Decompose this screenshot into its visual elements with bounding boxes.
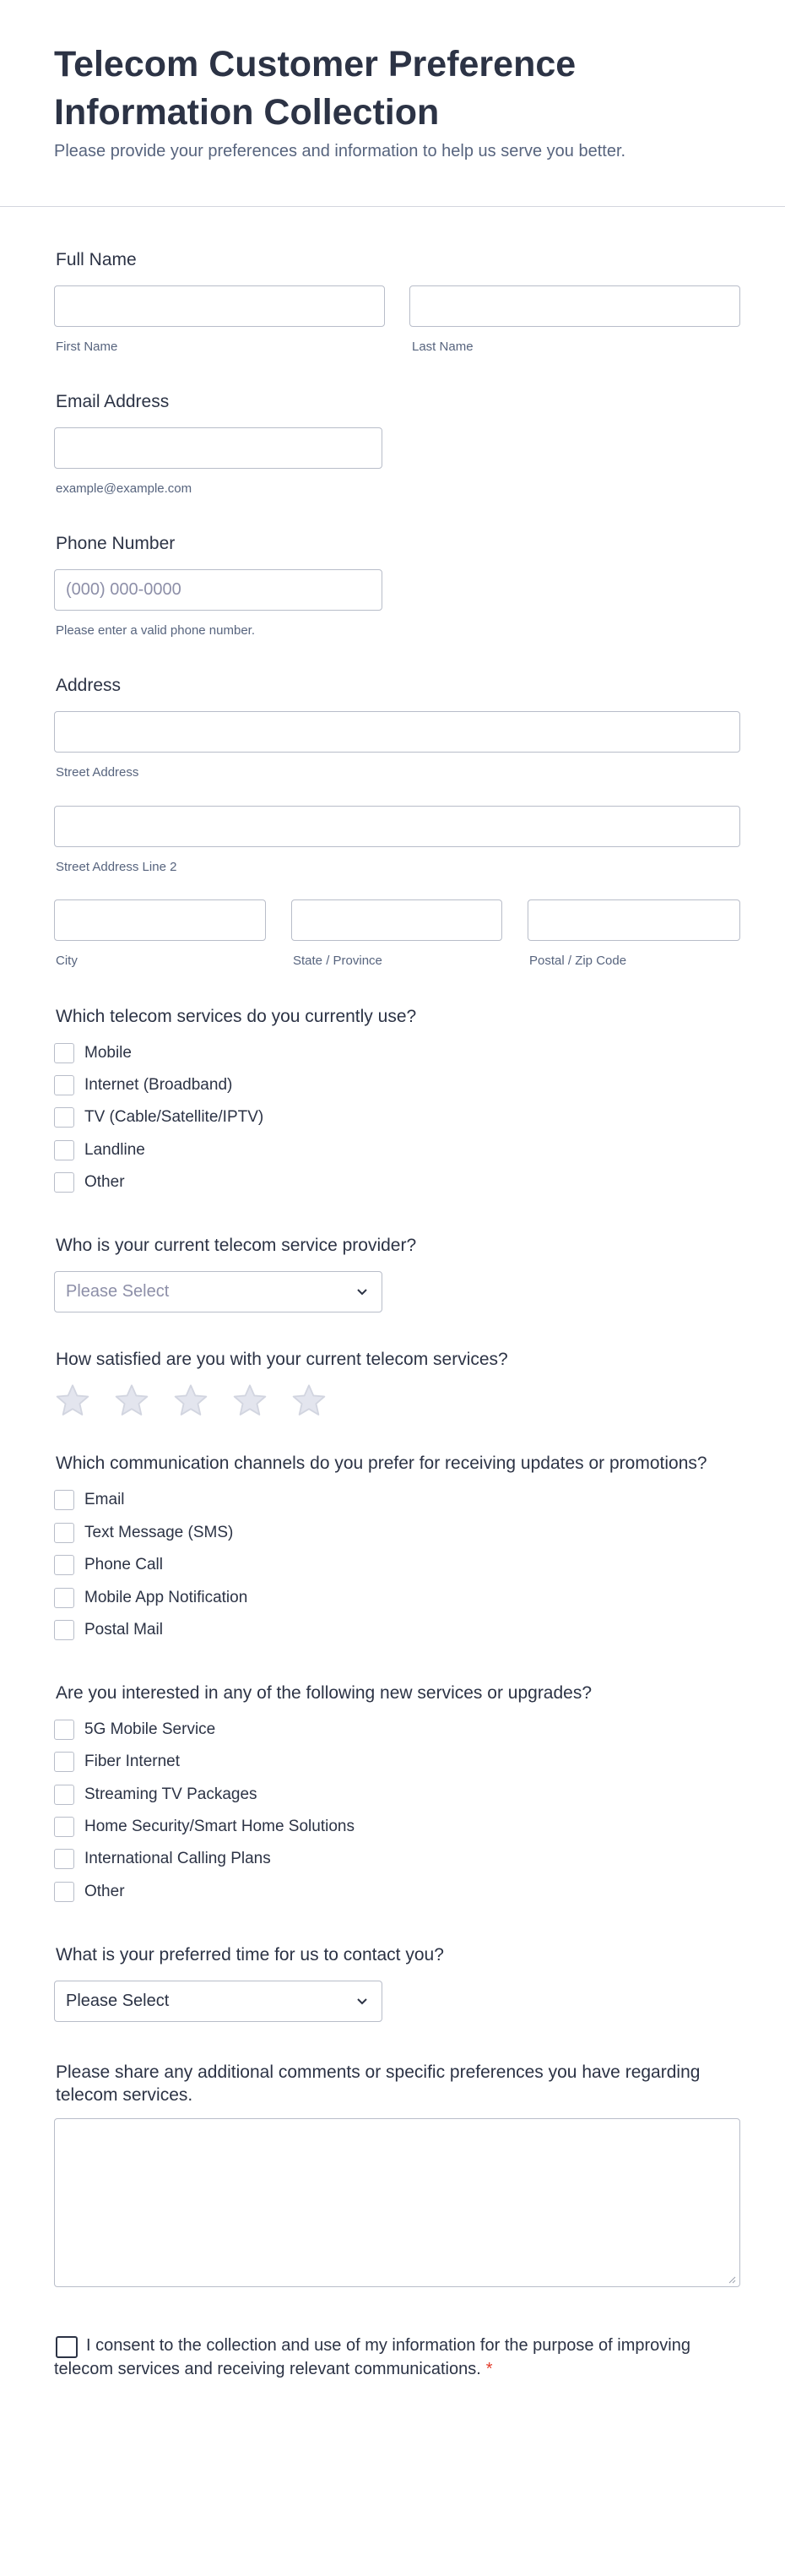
contact-time-label: What is your preferred time for us to contact you?	[56, 1945, 444, 1965]
option-label: Phone Call	[84, 1556, 163, 1573]
option-label: Landline	[84, 1141, 145, 1159]
option-label: Email	[84, 1491, 125, 1508]
checkbox[interactable]	[54, 1752, 74, 1772]
option-label: TV (Cable/Satellite/IPTV)	[84, 1108, 264, 1126]
email-input[interactable]	[54, 427, 382, 469]
email-sublabel: example@example.com	[56, 481, 192, 496]
checkbox[interactable]	[54, 1140, 74, 1160]
services-option-internet[interactable]	[54, 1073, 232, 1097]
city-sublabel: City	[56, 954, 78, 968]
street-address-input[interactable]	[54, 711, 740, 753]
checkbox[interactable]	[54, 1817, 74, 1837]
channels-option-sms[interactable]	[54, 1521, 233, 1545]
upgrades-option-other[interactable]	[54, 1880, 125, 1904]
upgrades-option-streaming-tv[interactable]	[54, 1783, 257, 1807]
first-name-input[interactable]	[54, 285, 385, 327]
star-icon[interactable]	[172, 1383, 209, 1420]
state-sublabel: State / Province	[293, 954, 382, 968]
channels-option-email[interactable]	[54, 1488, 125, 1512]
phone-input[interactable]	[54, 569, 382, 611]
checkbox[interactable]	[54, 1075, 74, 1095]
checkbox[interactable]	[54, 1043, 74, 1063]
star-icon[interactable]	[113, 1383, 150, 1420]
upgrades-label: Are you interested in any of the following new services or upgrades?	[56, 1683, 593, 1703]
upgrades-option-home-security[interactable]	[54, 1815, 355, 1839]
option-label: Fiber Internet	[84, 1753, 180, 1770]
star-icon[interactable]	[54, 1383, 91, 1420]
option-label: Mobile App Notification	[84, 1589, 248, 1606]
city-input[interactable]	[54, 899, 266, 941]
services-option-other[interactable]	[54, 1171, 125, 1194]
checkbox[interactable]	[54, 1720, 74, 1740]
header-divider	[0, 206, 785, 207]
provider-select[interactable]	[54, 1271, 382, 1312]
zip-sublabel: Postal / Zip Code	[529, 954, 627, 968]
street-address-line2-input[interactable]	[54, 806, 740, 847]
chevron-down-icon	[354, 1284, 371, 1301]
zip-input[interactable]	[528, 899, 740, 941]
channels-option-app-notification[interactable]	[54, 1586, 247, 1610]
checkbox[interactable]	[54, 1588, 74, 1608]
satisfaction-label: How satisfied are you with your current telecom services?	[56, 1350, 508, 1369]
checkbox[interactable]	[54, 1172, 74, 1193]
phone-sublabel: Please enter a valid phone number.	[56, 623, 255, 638]
option-label: International Calling Plans	[84, 1850, 271, 1867]
star-rating	[54, 1383, 349, 1420]
checkbox[interactable]	[54, 1620, 74, 1640]
star-icon[interactable]	[290, 1383, 328, 1420]
state-input[interactable]	[291, 899, 502, 941]
upgrades-option-5g[interactable]	[54, 1718, 215, 1742]
first-name-sublabel: First Name	[56, 340, 118, 354]
services-option-mobile[interactable]	[54, 1041, 132, 1065]
page-subtitle: Please provide your preferences and information to help us serve you better.	[54, 142, 626, 160]
contact-time-select-value: Please Select	[66, 1992, 170, 2010]
checkbox[interactable]	[54, 1107, 74, 1128]
option-label: Other	[84, 1173, 125, 1191]
option-label: Streaming TV Packages	[84, 1785, 257, 1803]
page-title: Telecom Customer Preference Information Collection	[54, 44, 577, 133]
address-label: Address	[56, 676, 122, 695]
last-name-input[interactable]	[409, 285, 740, 327]
channels-label: Which communication channels do you prefer for receiving updates or promotions?	[56, 1454, 707, 1473]
checkbox[interactable]	[54, 1849, 74, 1869]
upgrades-option-international-calling[interactable]	[54, 1847, 271, 1871]
street-address-sublabel: Street Address	[56, 765, 139, 780]
form-header	[54, 41, 729, 161]
star-icon[interactable]	[231, 1383, 268, 1420]
comments-label: Please share any additional comments or specific preferences you have regarding telecom services.	[56, 2062, 701, 2105]
last-name-sublabel: Last Name	[412, 340, 474, 354]
resize-grip-icon[interactable]	[728, 2275, 736, 2284]
services-label: Which telecom services do you currently use?	[56, 1007, 417, 1026]
option-label: Mobile	[84, 1044, 132, 1062]
upgrades-option-fiber[interactable]	[54, 1750, 180, 1774]
services-option-tv[interactable]	[54, 1106, 263, 1129]
consent-label	[54, 2334, 696, 2381]
checkbox[interactable]	[54, 1785, 74, 1805]
option-label: Postal Mail	[84, 1621, 163, 1639]
channels-option-phone-call[interactable]	[54, 1553, 163, 1577]
option-label: Other	[84, 1883, 125, 1900]
checkbox[interactable]	[54, 1882, 74, 1902]
provider-label: Who is your current telecom service provider?	[56, 1236, 417, 1255]
channels-option-postal-mail[interactable]	[54, 1618, 163, 1642]
services-option-landline[interactable]	[54, 1139, 145, 1162]
contact-time-select[interactable]	[54, 1981, 382, 2022]
option-label: 5G Mobile Service	[84, 1720, 216, 1738]
street-address-line2-sublabel: Street Address Line 2	[56, 860, 177, 874]
provider-select-value: Please Select	[66, 1282, 170, 1301]
checkbox[interactable]	[54, 1555, 74, 1575]
required-asterisk: *	[485, 2360, 493, 2378]
option-label: Text Message (SMS)	[84, 1524, 234, 1541]
consent-text: I consent to the collection and use of my information for the purpose of improving telecom services and receiving relevant communications.	[54, 2336, 690, 2378]
chevron-down-icon	[354, 1993, 371, 2010]
option-label: Home Security/Smart Home Solutions	[84, 1818, 355, 1835]
checkbox[interactable]	[54, 1523, 74, 1543]
email-label: Email Address	[56, 392, 170, 411]
option-label: Internet (Broadband)	[84, 1076, 233, 1094]
phone-label: Phone Number	[56, 534, 176, 553]
comments-textarea[interactable]	[54, 2118, 740, 2287]
checkbox[interactable]	[54, 1490, 74, 1510]
full-name-label: Full Name	[56, 250, 137, 269]
